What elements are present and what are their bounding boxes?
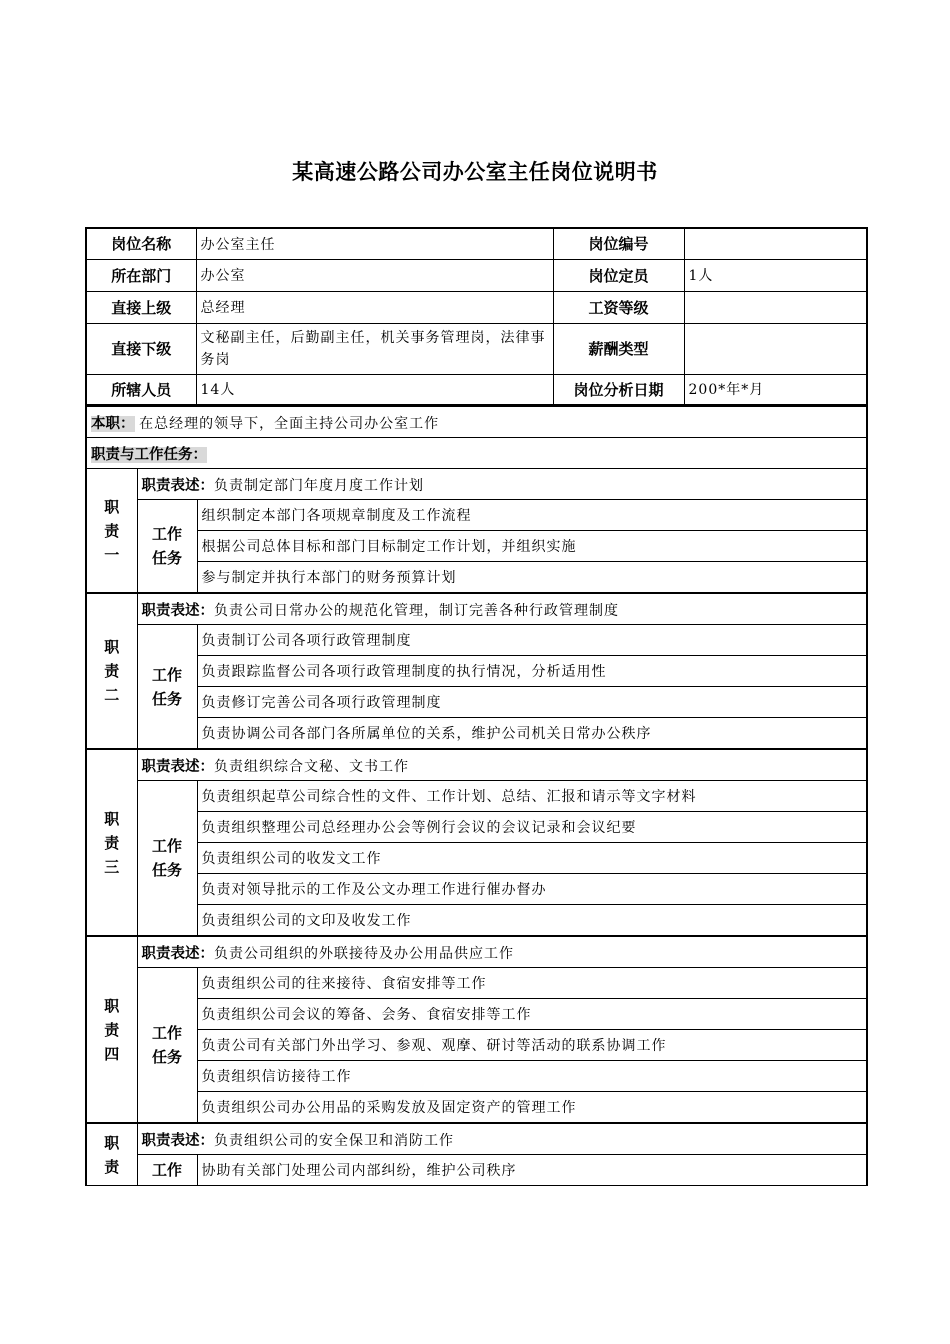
duties-header: 职责与工作任务： [91,446,207,463]
duty-number-char: 一 [104,545,120,564]
duty-number-char: 责 [104,521,120,540]
duty-description-text: 负责制定部门年度月度工作计划 [214,477,424,494]
salary-label: 薪酬类型 [553,323,684,374]
task-label: 工作 [151,525,182,543]
task-item: 负责制订公司各项行政管理制度 [197,625,867,656]
duty-description-text: 负责组织公司的安全保卫和消防工作 [214,1132,454,1149]
duty-description-cell [137,469,867,500]
duty-description-cell [137,593,867,625]
duty-number-char: 三 [104,857,120,876]
task-item: 负责修订完善公司各项行政管理制度 [197,687,867,718]
analysis-date-label: 岗位分析日期 [553,374,684,405]
duty-description-text: 负责公司日常办公的规范化管理，制订完善各种行政管理制度 [214,602,619,619]
staff-value: 14人 [196,374,553,405]
task-item: 负责协调公司各部门各所属单位的关系，维护公司机关日常办公秩序 [197,718,867,750]
duty-number-char: 职 [104,996,120,1015]
duty-number-char: 职 [104,809,120,828]
task-label: 任务 [151,549,182,567]
subordinate-value: 文秘副主任，后勤副主任，机关事务管理岗，法律事务岗 [196,323,553,374]
task-item: 负责组织公司办公用品的采购发放及固定资产的管理工作 [197,1092,867,1124]
task-item: 负责组织起草公司综合性的文件、工作计划、总结、汇报和请示等文字材料 [197,781,867,812]
duties-table [85,405,868,1186]
duty-number-char: 职 [104,1133,120,1152]
duty-number-cell [86,1123,137,1186]
task-item: 组织制定本部门各项规章制度及工作流程 [197,500,867,531]
duty-description-text: 负责组织综合文秘、文书工作 [214,758,409,775]
duty-description-label: 职责表述： [141,477,214,494]
core-duty-text: 在总经理的领导下，全面主持公司办公室工作 [139,415,440,432]
page-title: 某高速公路公司办公室主任岗位说明书 [292,160,658,184]
task-item: 根据公司总体目标和部门目标制定工作计划，并组织实施 [197,531,867,562]
task-label: 工作 [151,837,182,855]
task-label: 任务 [151,861,182,879]
duty-description-cell [137,936,867,968]
post-name-value: 办公室主任 [196,228,553,259]
task-label-cell [137,968,197,1124]
task-item: 负责公司有关部门外出学习、参观、观摩、研讨等活动的联系协调工作 [197,1030,867,1061]
task-label-cell [137,500,197,594]
task-item: 负责组织信访接待工作 [197,1061,867,1092]
basic-info-table [85,227,868,406]
task-item: 负责组织公司的收发文工作 [197,843,867,874]
duty-number-cell [86,936,137,1123]
duty-number-char: 责 [104,662,120,680]
dept-label: 所在部门 [86,259,196,291]
duty-number-char: 四 [104,1044,120,1063]
staff-label: 所辖人员 [86,374,196,405]
task-item: 负责组织公司的文印及收发工作 [197,905,867,937]
quota-value: 1人 [684,259,867,291]
superior-value: 总经理 [196,291,553,323]
task-label: 工作 [151,1161,182,1179]
task-label-cell [137,1155,197,1186]
task-label: 任务 [151,1048,182,1066]
duty-description-cell [137,749,867,781]
task-label: 工作 [151,1024,182,1042]
duty-number-char: 二 [104,686,120,704]
task-label-cell [137,781,197,937]
task-item: 负责对领导批示的工作及公文办理工作进行催办督办 [197,874,867,905]
task-label: 工作 [151,665,182,684]
duty-number-cell [86,749,137,936]
duty-number-char: 职 [104,638,120,656]
task-item: 负责组织公司的往来接待、食宿安排等工作 [197,968,867,999]
superior-label: 直接上级 [86,291,196,323]
task-item: 参与制定并执行本部门的财务预算计划 [197,562,867,594]
task-item: 负责跟踪监督公司各项行政管理制度的执行情况，分析适用性 [197,656,867,687]
duty-number-char: 责 [104,1020,120,1039]
duty-number-char: 责 [104,833,120,852]
subordinate-label: 直接下级 [86,323,196,374]
analysis-date-value: 200*年*月 [684,374,867,405]
dept-value: 办公室 [196,259,553,291]
task-label: 任务 [151,689,182,708]
post-no-label: 岗位编号 [553,228,684,259]
duty-description-label: 职责表述： [141,945,214,962]
duty-number-cell [86,469,137,594]
task-label-cell [137,625,197,750]
duty-description-label: 职责表述： [141,602,214,619]
duty-description-text: 负责公司组织的外联接待及办公用品供应工作 [214,945,514,962]
duty-number-char: 职 [104,497,120,516]
post-name-label: 岗位名称 [86,228,196,259]
wage-label: 工资等级 [553,291,684,323]
duty-description-label: 职责表述： [141,758,214,775]
duties-header-cell [86,438,867,469]
core-duty-label: 本职： [91,415,135,432]
salary-value [684,323,867,374]
quota-label: 岗位定员 [553,259,684,291]
core-duty-row [86,406,867,438]
duty-number-cell [86,593,137,749]
task-item: 负责组织整理公司总经理办公会等例行会议的会议记录和会议纪要 [197,812,867,843]
duty-description-label: 职责表述： [141,1132,214,1149]
duty-number-char: 责 [104,1157,120,1176]
task-item: 协助有关部门处理公司内部纠纷，维护公司秩序 [197,1155,867,1186]
post-no-value [684,228,867,259]
task-item: 负责组织公司会议的筹备、会务、食宿安排等工作 [197,999,867,1030]
duty-description-cell [137,1123,867,1155]
wage-value [684,291,867,323]
